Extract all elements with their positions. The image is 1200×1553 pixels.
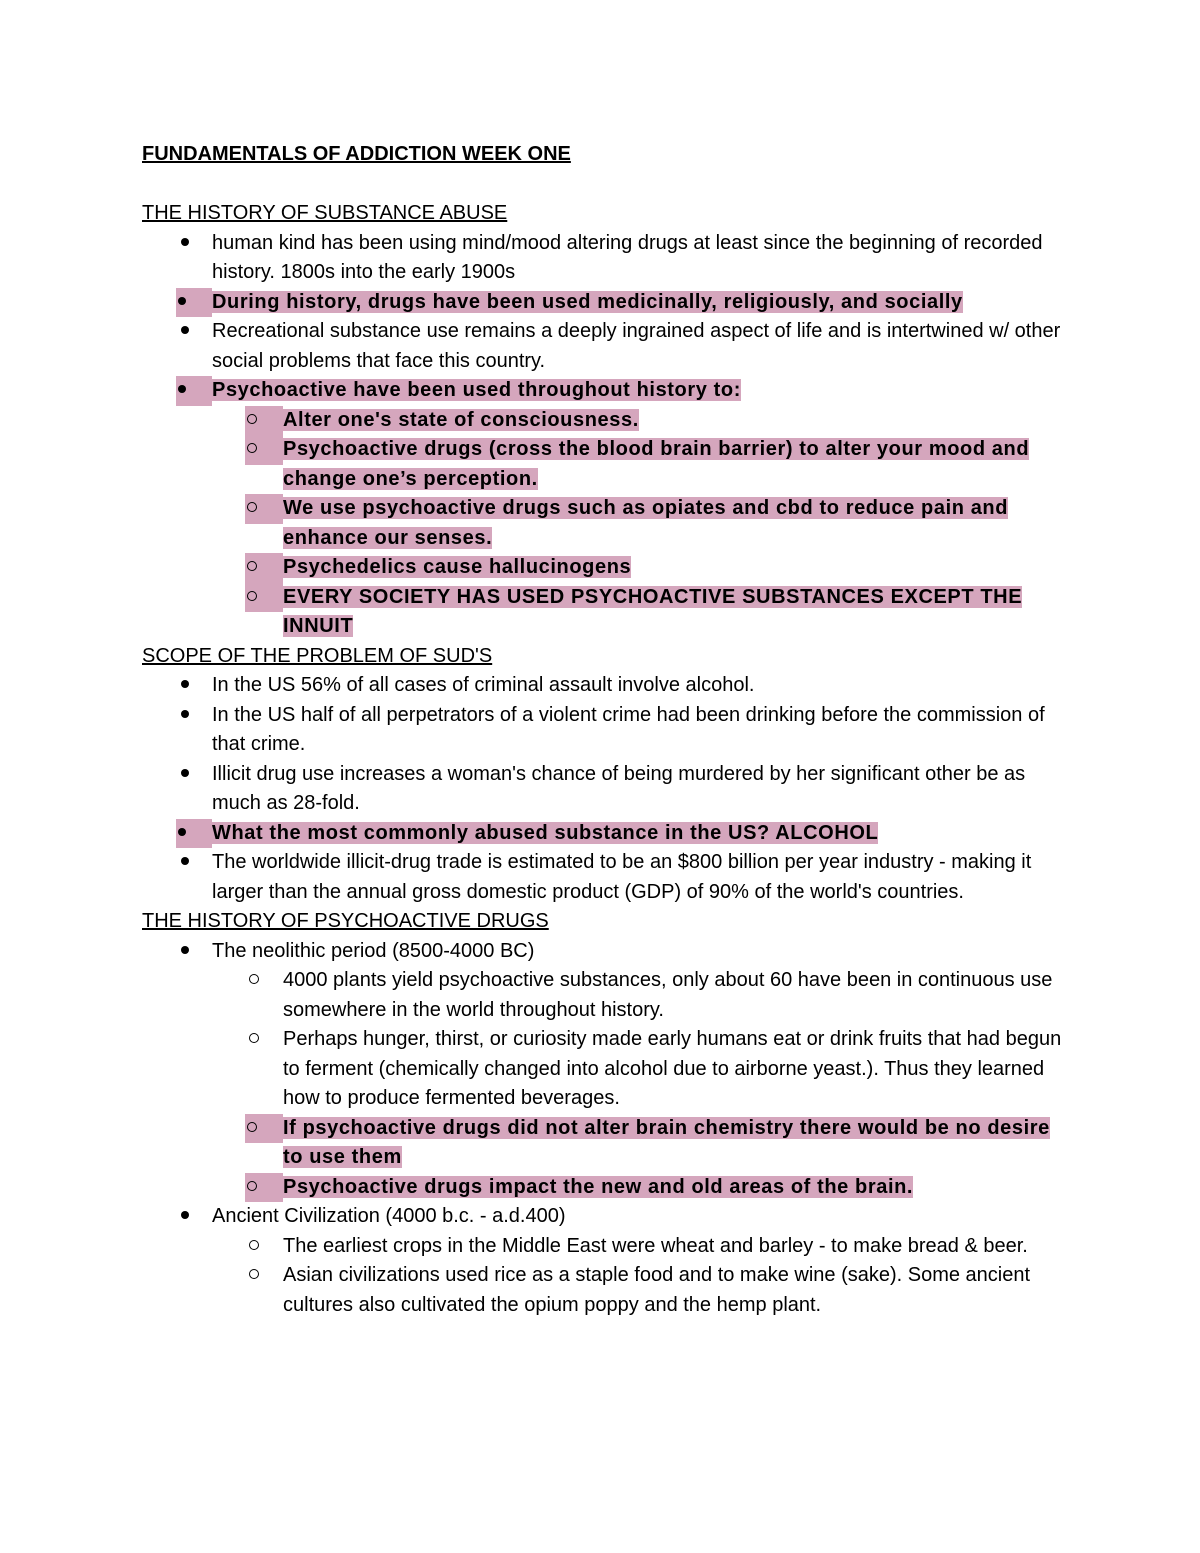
list-subitem-highlighted: Psychedelics cause hallucinogens [142, 553, 1072, 583]
list-item: In the US half of all perpetrators of a violent crime had been drinking before the commission of that crime. [142, 701, 1072, 760]
bullet-list [142, 937, 1072, 1321]
list-item: Illicit drug use increases a woman's chance of being murdered by her significant other be as much as 28-fold. [142, 760, 1072, 819]
section-scope-of-problem [142, 642, 1072, 908]
list-subitem: Asian civilizations used rice as a staple food and to make wine (sake). Some ancient cultures also cultivated the opium poppy and the hemp plant. [142, 1261, 1072, 1320]
bullet-dot-icon [176, 819, 212, 849]
bullet-dot-icon [176, 288, 212, 318]
section-heading: THE HISTORY OF SUBSTANCE ABUSE [142, 202, 508, 224]
bullet-ring-icon [245, 1114, 283, 1144]
bullet-dot-icon [178, 229, 192, 259]
bullet-ring-icon [245, 406, 283, 436]
bullet-ring-icon [247, 1261, 261, 1291]
section-heading: THE HISTORY OF PSYCHOACTIVE DRUGS [142, 910, 549, 932]
bullet-dot-icon [178, 701, 192, 731]
list-item-highlighted: During history, drugs have been used medicinally, religiously, and socially [142, 288, 1072, 318]
list-item: In the US 56% of all cases of criminal assault involve alcohol. [142, 671, 1072, 701]
bullet-dot-icon [178, 671, 192, 701]
bullet-dot-icon [178, 760, 192, 790]
section-heading: SCOPE OF THE PROBLEM OF SUD'S [142, 644, 493, 667]
list-item: human kind has been using mind/mood altering drugs at least since the beginning of recorded history. 1800s into the early 1900s [142, 229, 1072, 288]
bullet-ring-icon [245, 1173, 283, 1203]
list-subitem: The earliest crops in the Middle East were wheat and barley - to make bread & beer. [142, 1232, 1072, 1262]
bullet-ring-icon [245, 583, 283, 613]
list-subitem: Perhaps hunger, thirst, or curiosity made early humans eat or drink fruits that had begun to ferment (chemically changed into alcohol due to airborne yeast.). Thus they learned how to produce fermented beverages. [142, 1025, 1072, 1114]
bullet-ring-icon [245, 494, 283, 524]
list-item: Ancient Civilization (4000 b.c. - a.d.400) [142, 1202, 1072, 1232]
bullet-ring-icon [247, 1025, 261, 1055]
section-substance-abuse-history [142, 199, 1072, 642]
document-page [142, 140, 1072, 1320]
list-item: The neolithic period (8500-4000 BC) [142, 937, 1072, 967]
bullet-dot-icon [178, 937, 192, 967]
bullet-list [142, 229, 1072, 642]
bullet-ring-icon [247, 1232, 261, 1262]
section-psychoactive-drugs-history [142, 907, 1072, 1320]
list-subitem-highlighted: We use psychoactive drugs such as opiates and cbd to reduce pain and enhance our senses. [142, 494, 1072, 553]
bullet-list [142, 671, 1072, 907]
list-subitem: 4000 plants yield psychoactive substances, only about 60 have been in continuous use somewhere in the world throughout history. [142, 966, 1072, 1025]
list-subitem-highlighted: If psychoactive drugs did not alter brain chemistry there would be no desire to use them [142, 1114, 1072, 1173]
bullet-dot-icon [176, 376, 212, 406]
bullet-ring-icon [247, 966, 261, 996]
list-subitem-highlighted: Psychoactive drugs (cross the blood brain barrier) to alter your mood and change one’s perception. [142, 435, 1072, 494]
bullet-dot-icon [178, 317, 192, 347]
list-item-highlighted: Psychoactive have been used throughout history to: [142, 376, 1072, 406]
list-item: The worldwide illicit-drug trade is estimated to be an $800 billion per year industry - making it larger than the annual gross domestic product (GDP) of 90% of the world's countries. [142, 848, 1072, 907]
list-item-highlighted: What the most commonly abused substance in the US? ALCOHOL [142, 819, 1072, 849]
bullet-ring-icon [245, 435, 283, 465]
list-subitem-highlighted: Alter one's state of consciousness. [142, 406, 1072, 436]
bullet-dot-icon [178, 1202, 192, 1232]
bullet-ring-icon [245, 553, 283, 583]
list-item: Recreational substance use remains a deeply ingrained aspect of life and is intertwined w/ other social problems that face this country. [142, 317, 1072, 376]
list-subitem-highlighted: EVERY SOCIETY HAS USED PSYCHOACTIVE SUBSTANCES EXCEPT THE INNUIT [142, 583, 1072, 642]
bullet-dot-icon [178, 848, 192, 878]
document-title: FUNDAMENTALS OF ADDICTION WEEK ONE [142, 143, 571, 165]
list-subitem-highlighted: Psychoactive drugs impact the new and old areas of the brain. [142, 1173, 1072, 1203]
